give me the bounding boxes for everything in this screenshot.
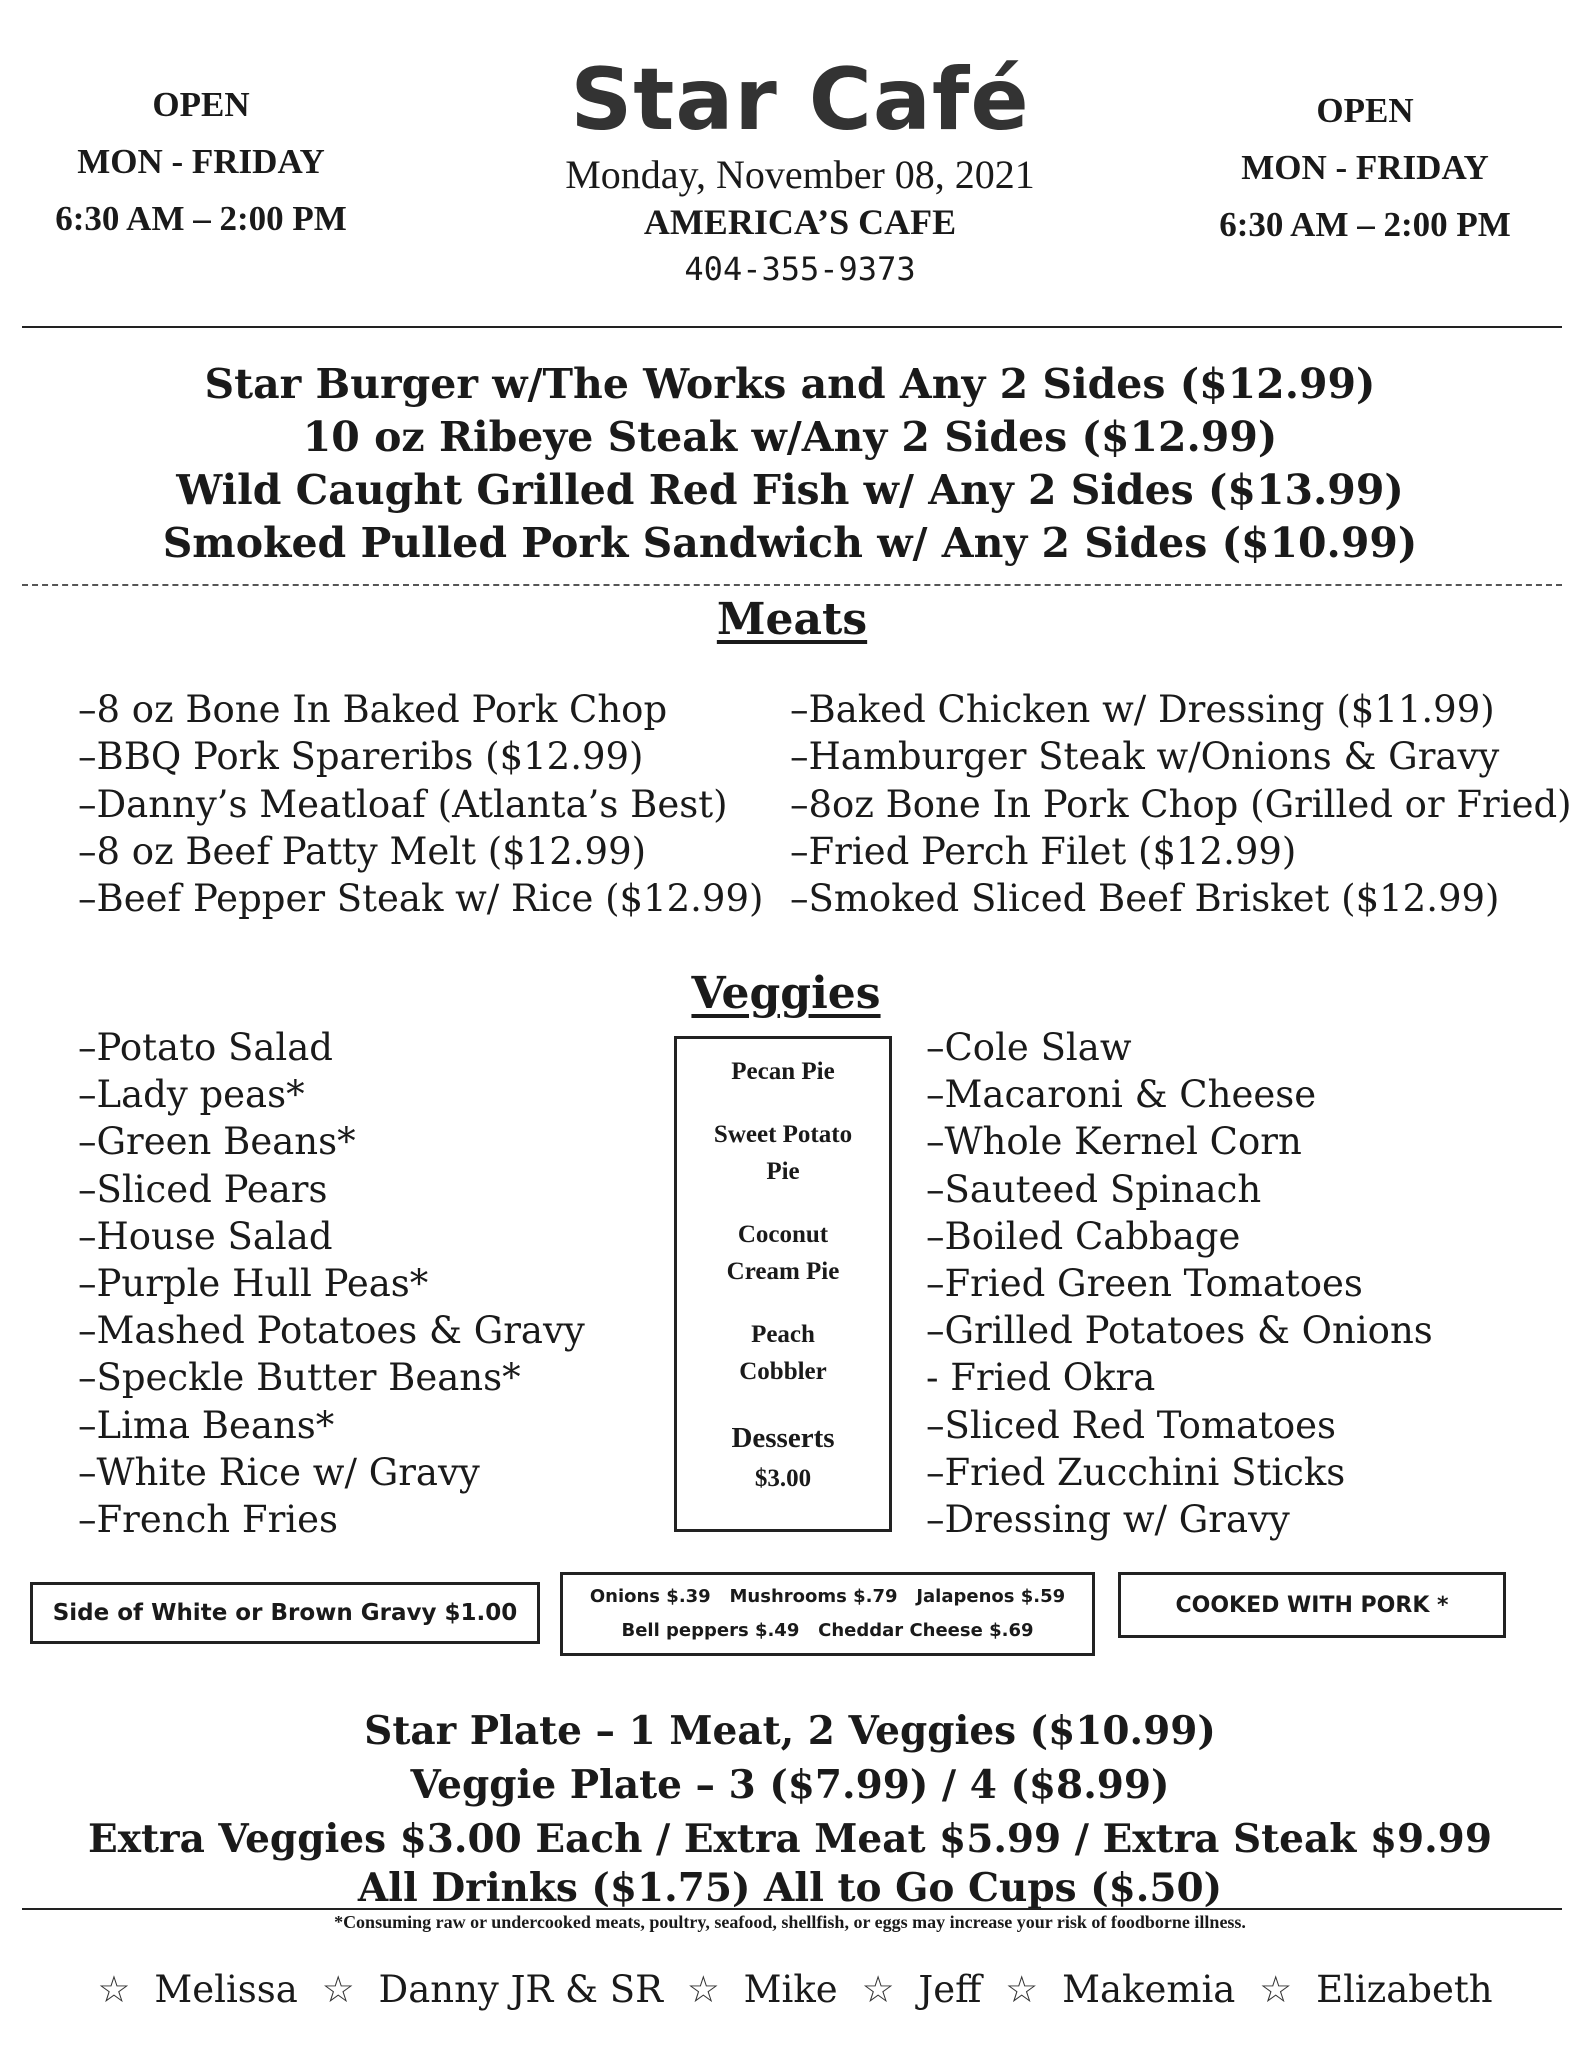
list-item: –Dressing w/ Gravy [926,1498,1290,1542]
list-item: –Boiled Cabbage [926,1214,1241,1258]
gravy-note: Side of White or Brown Gravy $1.00 [52,1600,518,1626]
plate-line: Veggie Plate – 3 ($7.99) / 4 ($8.99) [410,1762,1170,1808]
cafe-name: Star Café [570,50,1030,150]
list-item: –8 oz Beef Patty Melt ($12.99) [78,829,647,873]
dessert-item: Pie [766,1158,800,1185]
list-item: –Speckle Butter Beans* [78,1356,521,1400]
specials-list [60,358,1520,570]
toppings-box [560,1572,1095,1656]
hours-right-time: 6:30 AM – 2:00 PM [1219,205,1511,244]
hours-left [36,76,366,247]
hours-right-days: MON - FRIDAY [1241,148,1489,187]
star-icon: ☆ [1005,1968,1039,2011]
pork-note: COOKED WITH PORK * [1175,1592,1449,1618]
star-icon: ☆ [321,1968,355,2011]
special-item: Smoked Pulled Pork Sandwich w/ Any 2 Sides ($10.99) [162,519,1418,567]
hours-left-time: 6:30 AM – 2:00 PM [55,199,347,238]
list-item: –8oz Bone In Pork Chop (Grilled or Fried) [790,782,1572,826]
staff-name: Makemia [1062,1968,1236,2011]
list-item: - Fried Okra [926,1356,1156,1400]
list-item: –Sauteed Spinach [926,1167,1262,1211]
gravy-box [30,1582,540,1644]
staff-name: Elizabeth [1316,1968,1493,2011]
list-item: –Fried Zucchini Sticks [926,1450,1346,1494]
food-safety-disclaimer: *Consuming raw or undercooked meats, poultry, seafood, shellfish, or eggs may increase your risk of foodborne illness. [334,1912,1246,1932]
star-icon: ☆ [97,1968,131,2011]
list-item: –Mashed Potatoes & Gravy [78,1309,585,1353]
staff-name: Jeff [918,1968,982,2011]
list-item: –Danny’s Meatloaf (Atlanta’s Best) [78,782,728,826]
list-item: –House Salad [78,1214,333,1258]
list-item: –Lady peas* [78,1073,305,1117]
plate-line: Extra Veggies $3.00 Each / Extra Meat $5.99 / Extra Steak $9.99 [88,1816,1492,1862]
dessert-item: Sweet Potato [713,1121,853,1148]
cafe-tagline: AMERICA’S CAFE [643,202,957,242]
plates-list [60,1704,1520,1910]
list-item: –Beef Pepper Steak w/ Rice ($12.99) [78,877,764,921]
toppings-line: Bell peppers $.49 Cheddar Cheese $.69 [621,1620,1034,1641]
menu-date: Monday, November 08, 2021 [565,152,1035,197]
star-icon: ☆ [1259,1968,1293,2011]
header-divider [22,326,1562,328]
staff-name: Melissa [154,1968,298,2011]
list-item: –Green Beans* [78,1120,356,1164]
dessert-item: Pecan Pie [731,1058,835,1085]
list-item: –Hamburger Steak w/Onions & Gravy [790,735,1500,779]
dessert-item: Peach [751,1321,815,1348]
star-icon: ☆ [861,1968,895,2011]
desserts-box [674,1036,892,1532]
dessert-item: Coconut [737,1221,829,1248]
toppings-line: Onions $.39 Mushrooms $.79 Jalapenos $.59 [589,1586,1066,1607]
desserts-label: Desserts [731,1422,835,1454]
header-center [420,50,1180,294]
plate-line: All Drinks ($1.75) All to Go Cups ($.50) [357,1865,1223,1911]
star-icon: ☆ [686,1968,720,2011]
dessert-item: Cobbler [739,1358,827,1385]
list-item: –White Rice w/ Gravy [78,1450,480,1494]
hours-left-open: OPEN [152,85,250,124]
staff-name: Danny JR & SR [378,1968,663,2011]
list-item: –Grilled Potatoes & Onions [926,1309,1433,1353]
hours-left-days: MON - FRIDAY [77,142,325,181]
list-item: –Potato Salad [78,1026,333,1069]
list-item: –Lima Beans* [78,1403,335,1447]
hours-right-open: OPEN [1316,91,1414,130]
list-item: –Sliced Pears [78,1167,328,1211]
hours-right [1200,82,1530,253]
list-item: –Smoked Sliced Beef Brisket ($12.99) [790,877,1500,921]
meats-heading: Meats [716,594,868,645]
veggies-list-right [926,1024,1433,1543]
list-item: –Purple Hull Peas* [78,1262,429,1306]
meats-list-left [78,686,763,922]
special-item: Wild Caught Grilled Red Fish w/ Any 2 Sides ($13.99) [176,466,1404,514]
list-item: –Fried Perch Filet ($12.99) [790,829,1297,873]
staff-name: Mike [743,1968,838,2011]
special-item: 10 oz Ribeye Steak w/Any 2 Sides ($12.99) [302,413,1278,461]
specials-divider [22,584,1562,586]
list-item: –Sliced Red Tomatoes [926,1403,1337,1447]
veggies-heading: Veggies [691,968,881,1019]
list-item: –Fried Green Tomatoes [926,1262,1363,1306]
dessert-item: Cream Pie [726,1258,840,1285]
list-item: –Baked Chicken w/ Dressing ($11.99) [790,688,1495,731]
list-item: –Cole Slaw [926,1026,1132,1069]
list-item: –Macaroni & Cheese [926,1073,1317,1117]
staff-list [40,1968,1550,2011]
special-item: Star Burger w/The Works and Any 2 Sides ($12.99) [204,360,1376,408]
meats-list-right [790,686,1572,922]
veggies-list-left [78,1024,585,1543]
pork-note-box [1118,1572,1506,1638]
plate-line: Star Plate – 1 Meat, 2 Veggies ($10.99) [364,1708,1216,1754]
list-item: –Whole Kernel Corn [926,1120,1302,1164]
list-item: –8 oz Bone In Baked Pork Chop [78,688,668,731]
footer-divider [22,1908,1562,1910]
cafe-phone: 404-355-9373 [684,250,916,288]
list-item: –BBQ Pork Spareribs ($12.99) [78,735,644,779]
desserts-price: $3.00 [754,1465,812,1492]
list-item: –French Fries [78,1498,338,1542]
